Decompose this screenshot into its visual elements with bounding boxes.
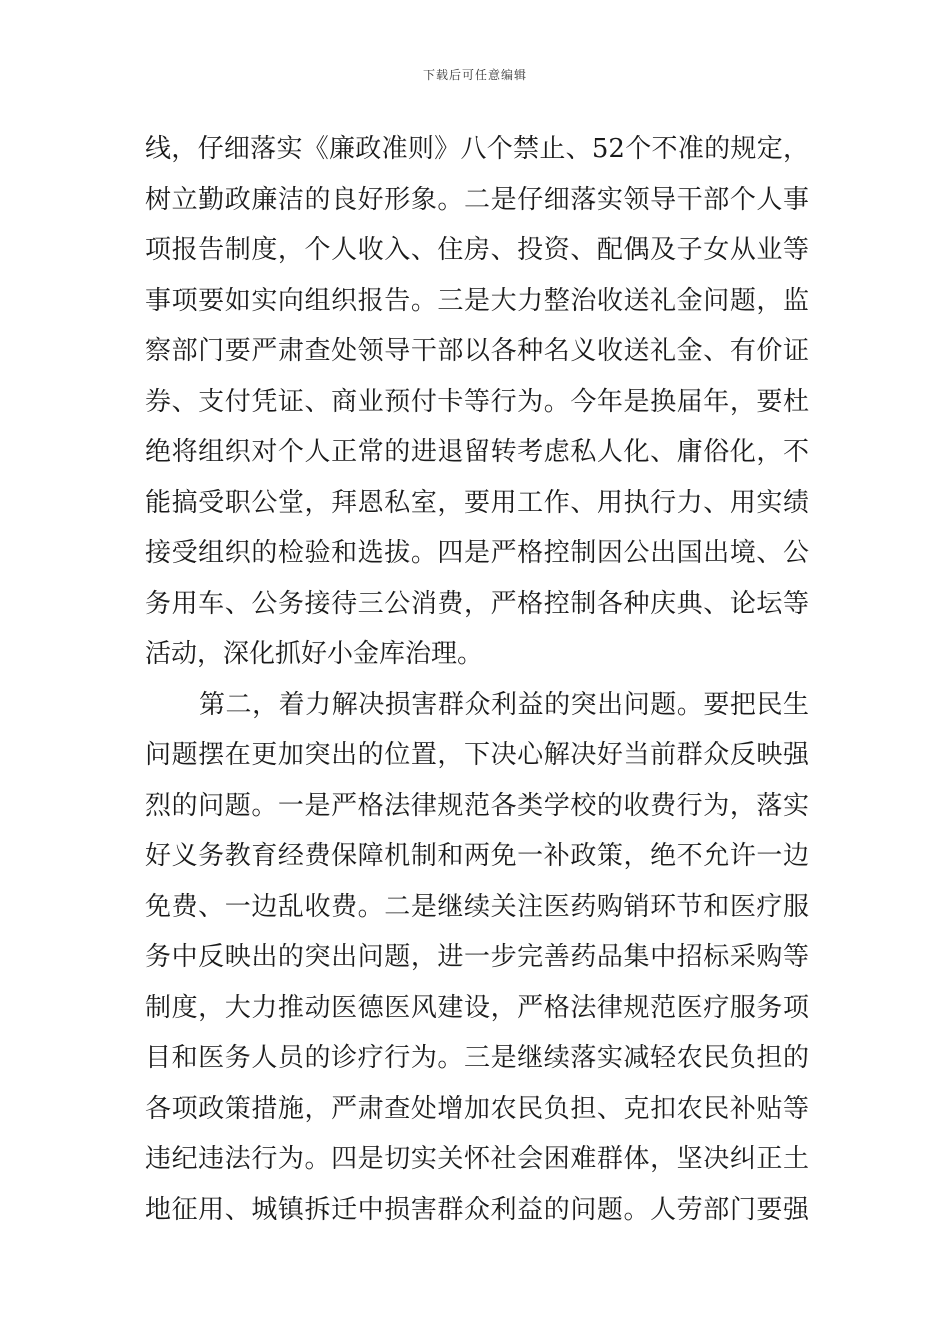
paragraph-1-line-8: 能搞受职公堂，拜恩私室，要用工作、用执行力、用实绩 [145,487,809,518]
paragraph-2-line-8: 目和医务人员的诊疗行为。三是继续落实减轻农民负担的 [145,1043,809,1073]
paragraph-1-line-1: 线，仔细落实《廉政准则》八个禁止、52个不准的规定， [145,134,809,164]
paragraph-2-line-1: 第二，着力解决损害群众利益的突出问题。要把民生 [199,689,809,720]
paragraph-2-line-11: 地征用、城镇拆迁中损害群众利益的问题。人劳部门要强 [145,1194,809,1225]
paragraph-2-line-2: 问题摆在更加突出的位置，下决心解决好当前群众反映强 [145,740,809,770]
paragraph-1-line-2: 树立勤政廉洁的良好形象。二是仔细落实领导干部个人事 [145,184,809,215]
page-header: 下载后可任意编辑 [422,68,527,82]
paragraph-2-line-3: 烈的问题。一是严格法律规范各类学校的收费行为，落实 [145,790,809,821]
paragraph-1-line-11: 活动，深化抓好小金库治理。 [145,639,484,669]
paragraph-2-line-7: 制度，大力推动医德医风建设，严格法律规范医疗服务项 [145,992,809,1023]
paragraph-1-line-3: 项报告制度，个人收入、住房、投资、配偶及子女从业等 [145,235,809,265]
paragraph-1-line-9: 接受组织的检验和选拔。四是严格控制因公出国出境、公 [145,538,809,568]
paragraph-1-line-6: 券、支付凭证、商业预付卡等行为。今年是换届年，要杜 [145,386,809,417]
paragraph-1-line-4: 事项要如实向组织报告。三是大力整治收送礼金问题，监 [145,285,809,316]
paragraph-2-line-10: 违纪违法行为。四是切实关怀社会困难群体，坚决纠正土 [145,1144,809,1174]
paragraph-2-line-4: 好义务教育经费保障机制和两免一补政策，绝不允许一边 [145,841,809,871]
paragraph-2-line-5: 免费、一边乱收费。二是继续关注医药购销环节和医疗服 [145,891,809,922]
paragraph-1-line-10: 务用车、公务接待三公消费，严格控制各种庆典、论坛等 [145,588,809,619]
paragraph-2-line-6: 务中反映出的突出问题，进一步完善药品集中招标采购等 [145,942,809,972]
paragraph-1-line-5: 察部门要严肃查处领导干部以各种名义收送礼金、有价证 [145,336,809,366]
paragraph-1-line-7: 绝将组织对个人正常的进退留转考虑私人化、庸俗化，不 [145,437,809,467]
paragraph-2-line-9: 各项政策措施，严肃查处增加农民负担、克扣农民补贴等 [145,1093,809,1124]
body-text [145,124,809,1235]
